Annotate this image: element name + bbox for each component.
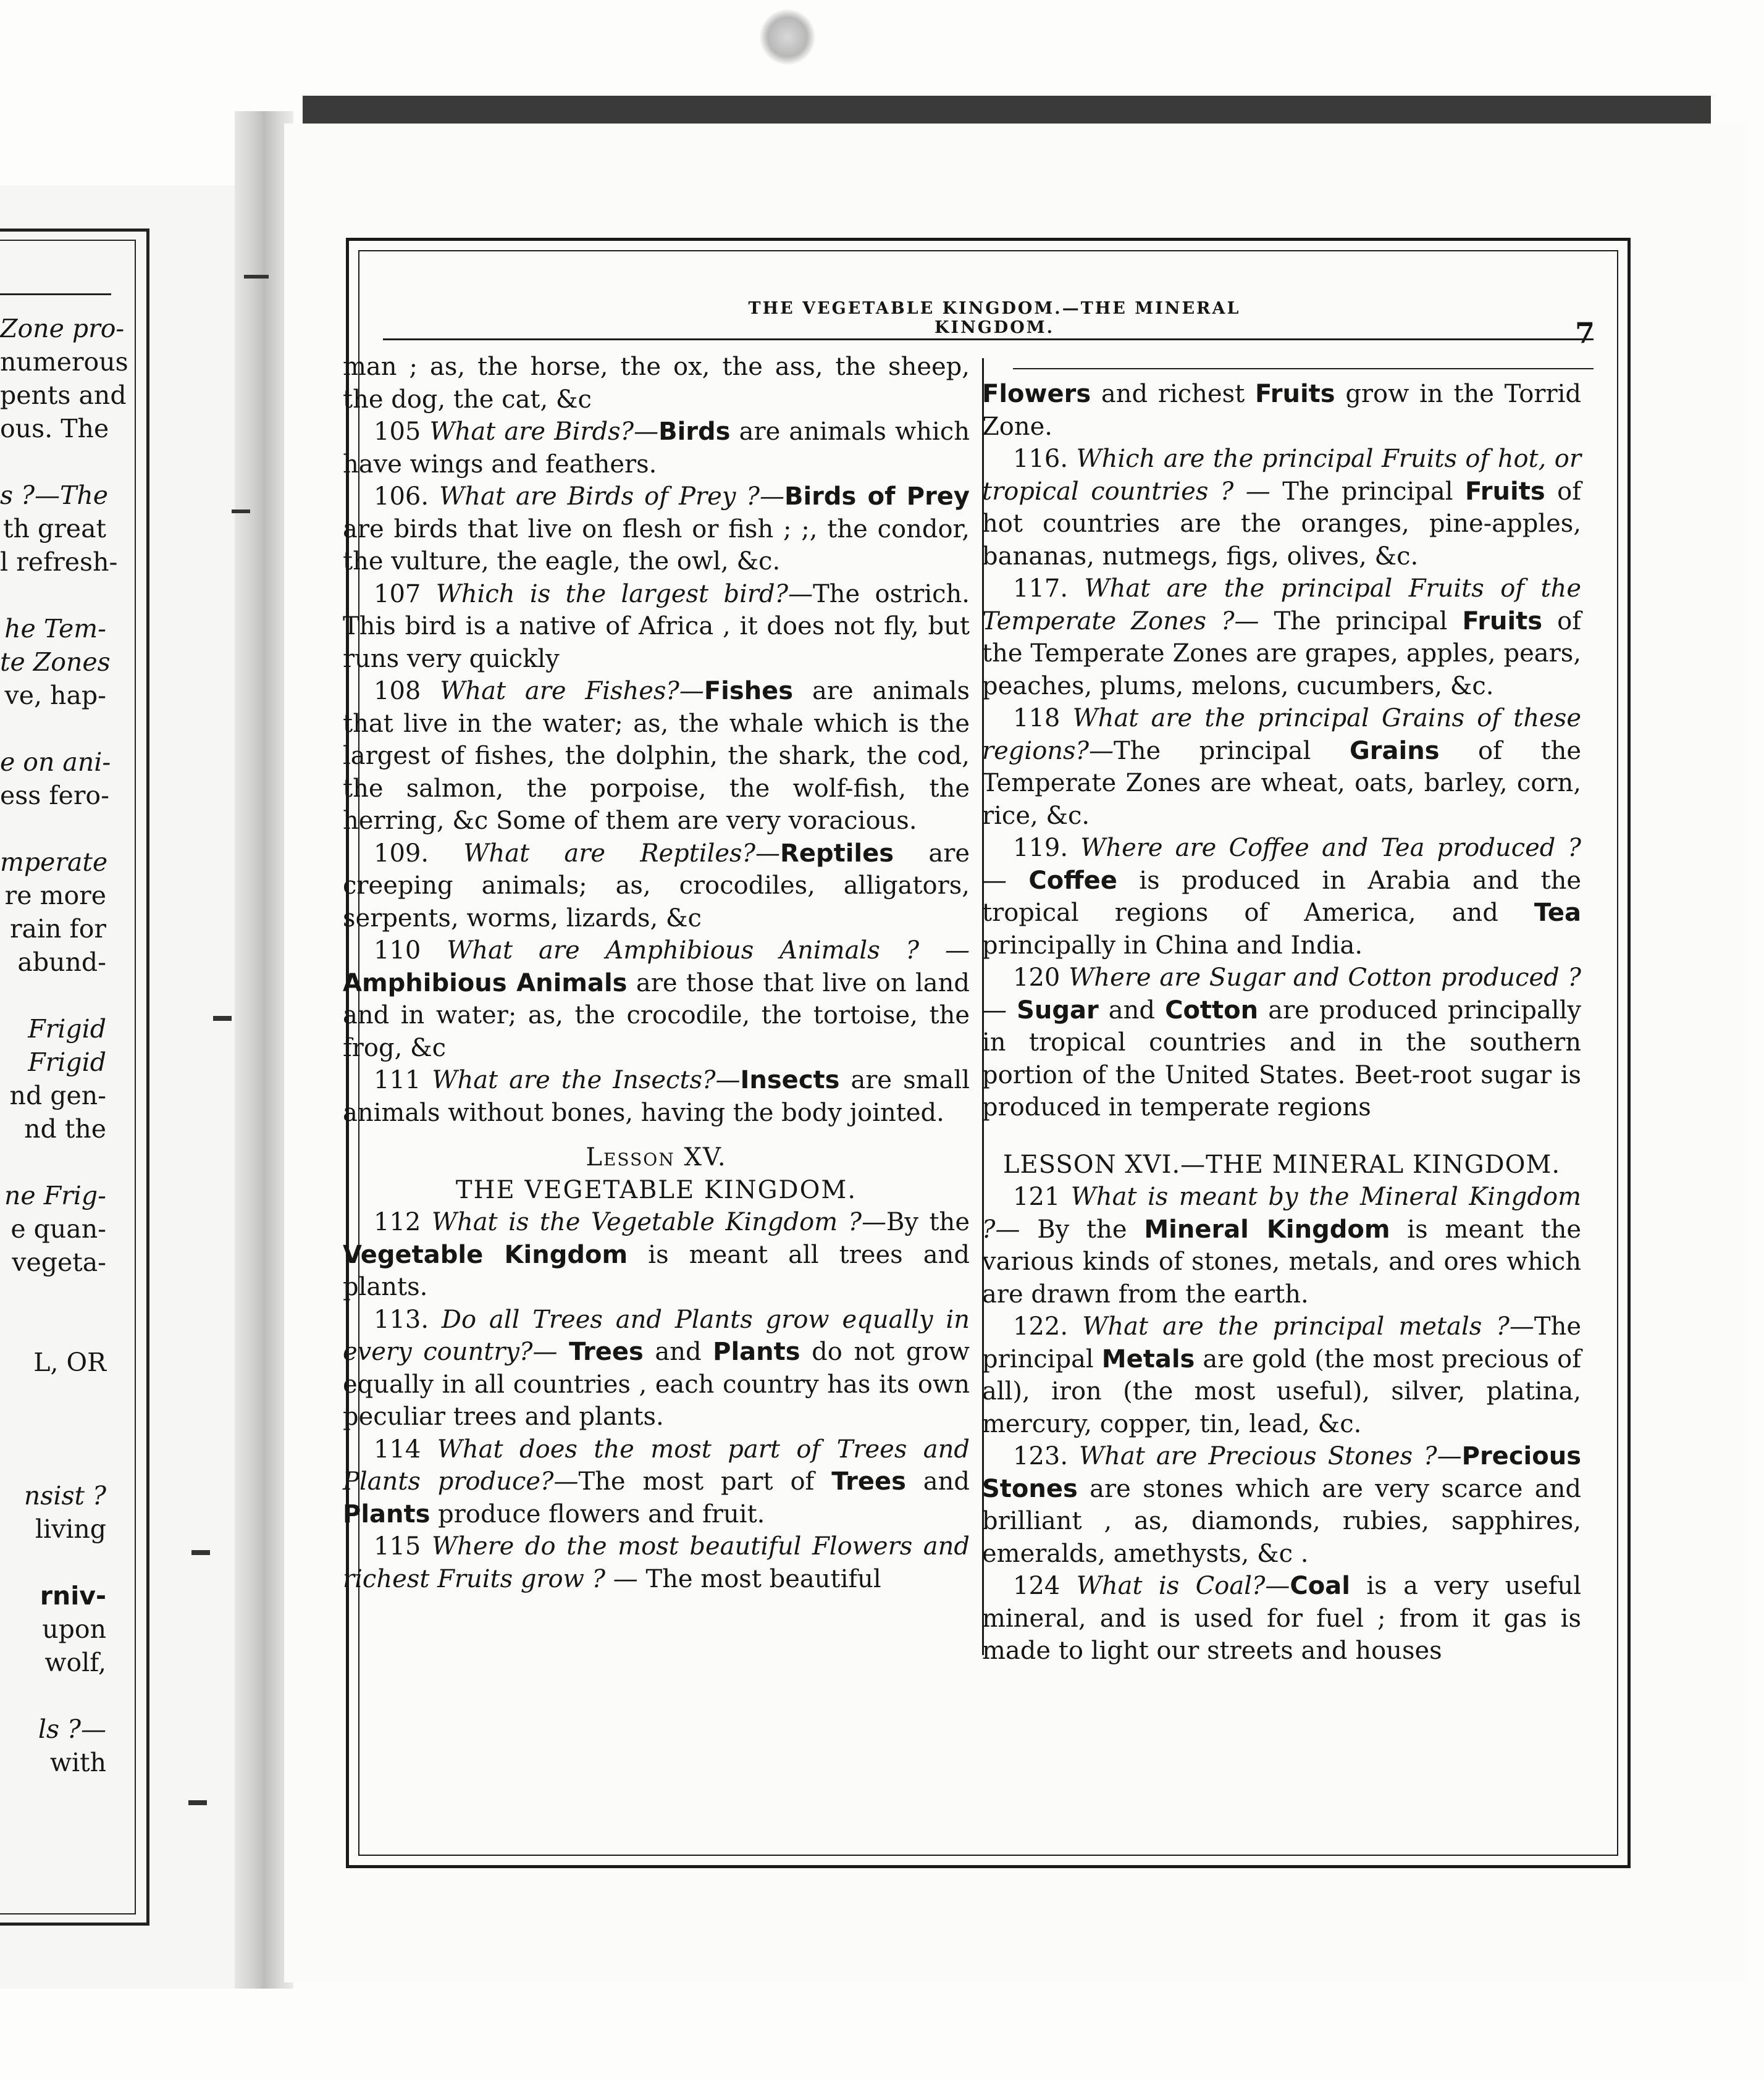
left-page-fragment: Zone pro- bbox=[0, 314, 125, 343]
left-page-fragment: pents and bbox=[0, 380, 127, 410]
left-column bbox=[343, 351, 970, 1595]
question-124: 124 What is Coal?—Coal is a very useful mineral, and is used for fuel ; from it gas is made to light our streets and houses bbox=[982, 1572, 1581, 1665]
page-number: 7 bbox=[1575, 316, 1595, 350]
left-page-fragment: ess fero- bbox=[0, 781, 109, 810]
binding-mark bbox=[191, 1550, 210, 1555]
left-page-fragment: L, OR bbox=[33, 1348, 106, 1377]
left-page-fragment: l refresh- bbox=[0, 547, 118, 577]
left-page-fragment: ls ?— bbox=[38, 1714, 106, 1744]
question-109: 109. What are Reptiles?—Reptiles are creeping animals; as, crocodiles, alligators, serpents, worms, lizards, &c bbox=[343, 839, 970, 933]
left-page-fragment: with bbox=[49, 1748, 106, 1777]
question-106: 106. What are Birds of Prey ?—Birds of Prey are birds that live on flesh or fish ; ;, the condor, the vulture, the eagle, the owl, &c. bbox=[343, 482, 970, 576]
question-111: 111 What are the Insects?—Insects are small animals without bones, having the body jointed. bbox=[343, 1066, 970, 1127]
left-page-header-rule bbox=[0, 293, 111, 295]
continuation-paragraph: man ; as, the horse, the ox, the ass, the sheep, the dog, the cat, &c bbox=[343, 353, 970, 414]
running-title: THE VEGETABLE KINGDOM.—THE MINERAL KINGDOM. bbox=[748, 299, 1241, 337]
left-page-fragment: mperate bbox=[0, 847, 108, 877]
left-page-fragment: vegeta- bbox=[12, 1248, 106, 1277]
left-page-fragment: e quan- bbox=[10, 1214, 106, 1244]
question-112: 112 What is the Vegetable Kingdom ?—By the Vegetable Kingdom is meant all trees and plants. bbox=[343, 1208, 970, 1301]
left-page-fragment: nsist ? bbox=[23, 1481, 106, 1511]
left-page-fragment: nd the bbox=[24, 1114, 106, 1144]
question-120: 120 Where are Sugar and Cotton produced ?— Sugar and Cotton are produced principally in tropical countries and in the southern portion of the United States. Beet-root sugar is produced in temperate regions bbox=[982, 963, 1582, 1122]
paper-stain bbox=[760, 9, 815, 65]
question-108: 108 What are Fishes?—Fishes are animals that live in the water; as, the whale which is the largest of fishes, the dolphin, the shark, the cod, the salmon, the porpoise, the wolf-fish, the herring, &c Some of them are very voracious. bbox=[343, 677, 970, 835]
left-page-fragment: te Zones bbox=[0, 647, 111, 677]
binding-mark bbox=[213, 1016, 232, 1021]
left-page-fragment: wolf, bbox=[44, 1648, 106, 1677]
left-page-fragment: ne Frig- bbox=[4, 1181, 106, 1210]
question-105: 105 What are Birds?—Birds are animals which have wings and feathers. bbox=[343, 417, 970, 479]
binding-mark bbox=[232, 510, 250, 513]
question-122: 122. What are the principal metals ?—The principal Metals are gold (the most precious of all), iron (the most useful), silver, platina, mercury, copper, tin, lead, &c. bbox=[982, 1312, 1582, 1438]
binding-mark bbox=[244, 275, 269, 279]
left-page-fragment: e on ani- bbox=[0, 747, 111, 777]
left-page-fragment: living bbox=[35, 1514, 106, 1544]
lesson-xv-title: THE VEGETABLE KINGDOM. bbox=[455, 1175, 857, 1204]
question-123: 123. What are Precious Stones ?—Precious Stones are stones which are very scarce and brilliant , as, diamonds, rubies, sapphires, emeralds, amethysts, &c . bbox=[982, 1442, 1581, 1568]
question-119: 119. Where are Coffee and Tea produced ? — Coffee is produced in Arabia and the tropical regions of America, and Tea principally in China and India. bbox=[982, 834, 1581, 960]
right-column bbox=[982, 378, 1581, 1667]
left-page-fragment: Frigid bbox=[28, 1047, 106, 1077]
left-page-fragment: rain for bbox=[9, 914, 106, 944]
left-page-fragment: nd gen- bbox=[9, 1081, 106, 1110]
question-121: 121 What is meant by the Mineral Kingdom ?— By the Mineral Kingdom is meant the various kinds of stones, metals, and ores which are drawn from the earth. bbox=[982, 1183, 1582, 1309]
question-110: 110 What are Amphibious Animals ? — Amphibious Animals are those that live on land and in water; as, the crocodile, the tortoise, the frog, &c bbox=[343, 936, 970, 1062]
left-page-fragment: s ?—The bbox=[0, 480, 109, 510]
left-page-fragment: th great bbox=[3, 514, 106, 543]
question-118: 118 What are the principal Grains of these regions?—The principal Grains of the Temperate Zones are wheat, oats, barley, corn, rice, &c. bbox=[982, 704, 1581, 830]
header-rule-right bbox=[1013, 368, 1594, 369]
lesson-xvi-heading: LESSON XVI.—THE MINERAL KINGDOM. bbox=[1002, 1150, 1561, 1179]
left-page-fragment: abund- bbox=[17, 947, 106, 977]
question-115: 115 Where do the most beautiful Flowers and richest Fruits grow ? — The most beautiful bbox=[343, 1532, 970, 1593]
question-113: 113. Do all Trees and Plants grow equally in every country?— Trees and Plants do not grow equally in all countries , each country has its own peculiar trees and plants. bbox=[343, 1305, 970, 1431]
header-rule bbox=[383, 338, 1594, 340]
left-page-fragment: upon bbox=[42, 1614, 106, 1644]
left-page-fragment: Frigid bbox=[28, 1014, 106, 1044]
left-page-fragment: ve, hap- bbox=[4, 681, 106, 710]
left-page-fragment: re more bbox=[4, 881, 106, 910]
question-107: 107 Which is the largest bird?—The ostrich. This bird is a native of Africa , it does not fly, but runs very quickly bbox=[343, 579, 970, 673]
question-116: 116. Which are the principal Fruits of hot, or tropical countries ? — The principal Fruits of hot countries are the oranges, pine-apples, bananas, nutmegs, figs, olives, &c. bbox=[982, 445, 1581, 571]
question-117: 117. What are the principal Fruits of the Temperate Zones ?— The principal Fruits of the Temperate Zones are grapes, apples, pears, peaches, plums, melons, cucumbers, &c. bbox=[982, 574, 1581, 700]
left-page-fragment: rniv- bbox=[40, 1581, 106, 1611]
left-page-fragment: numerous bbox=[0, 347, 128, 377]
lesson-xv-number: Lesson XV. bbox=[586, 1143, 727, 1172]
binding-mark bbox=[188, 1800, 207, 1805]
continuation-paragraph: Flowers and richest Fruits grow in the Torrid Zone. bbox=[982, 380, 1581, 441]
question-114: 114 What does the most part of Trees and Plants produce?—The most part of Trees and Plants produce flowers and fruit. bbox=[343, 1435, 970, 1529]
left-page-fragment: ous. The bbox=[0, 414, 109, 443]
left-page-fragment: he Tem- bbox=[4, 614, 106, 644]
